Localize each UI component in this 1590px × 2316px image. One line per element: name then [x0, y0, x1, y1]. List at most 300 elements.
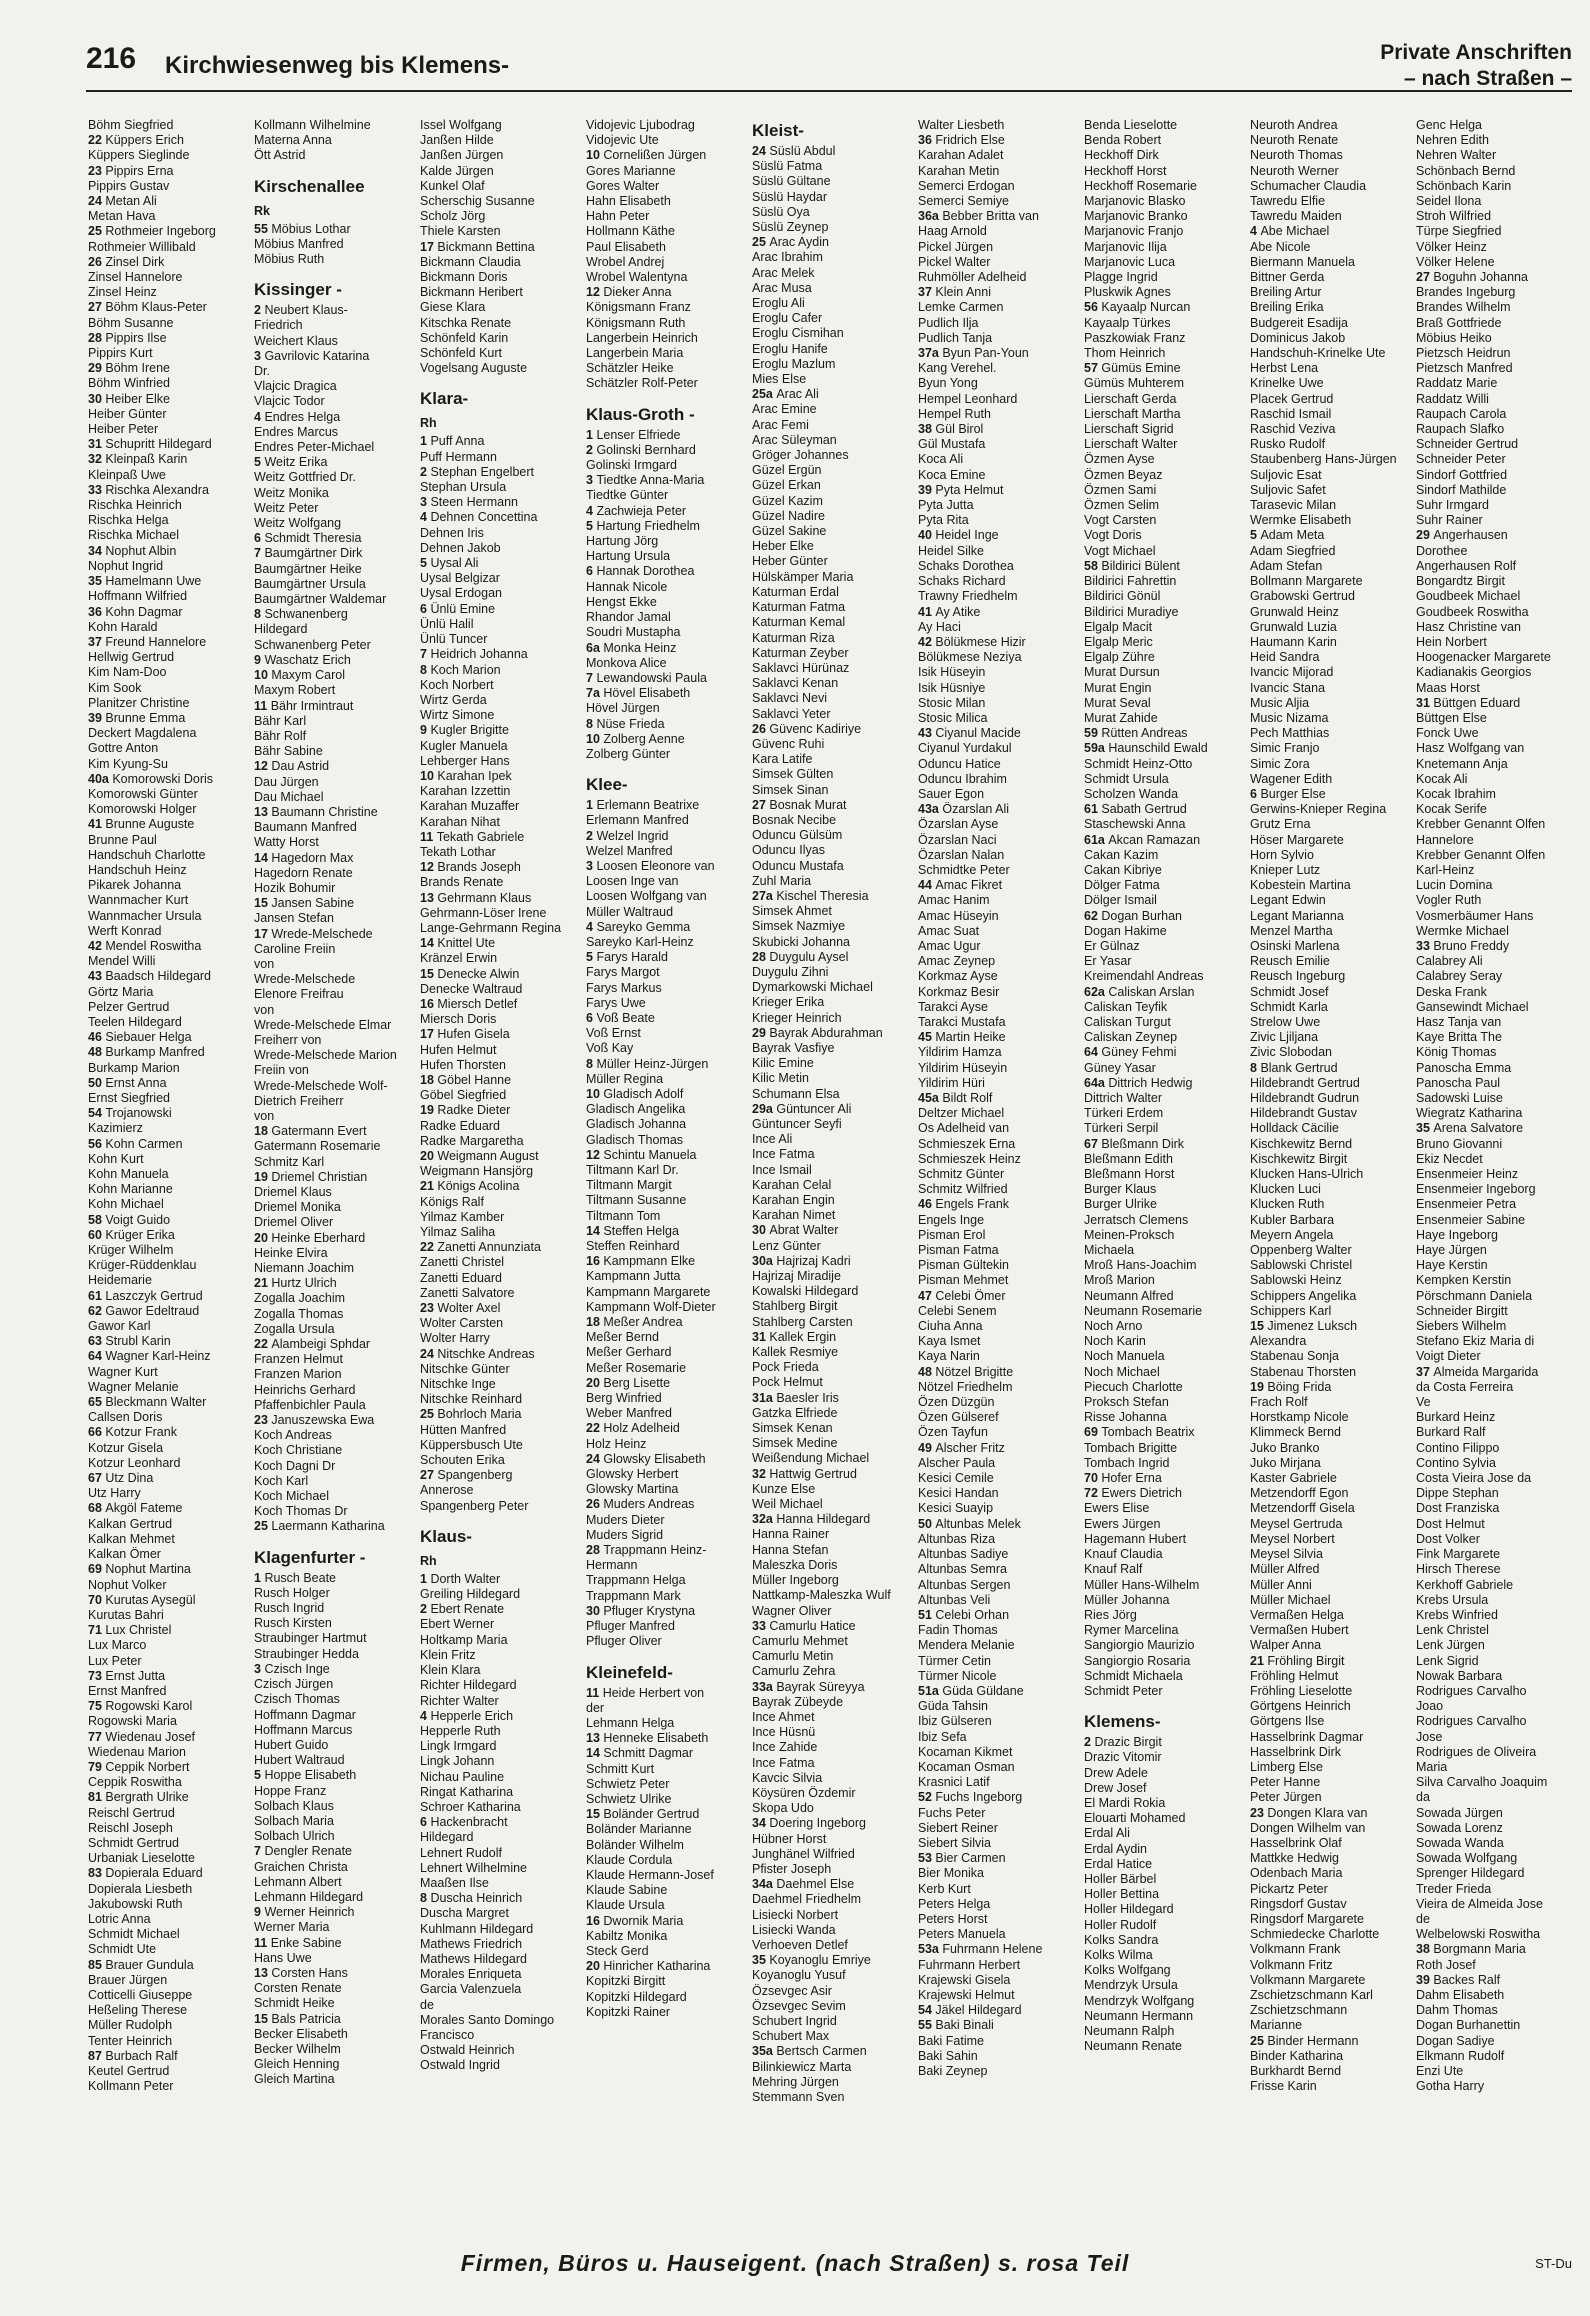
- resident-entry: Lierschaft Walter: [1084, 437, 1178, 452]
- resident-entry: Metzendorff Gisela: [1250, 1501, 1355, 1516]
- resident-entry: Krajewski Gisela: [918, 1972, 1011, 1987]
- resident-entry: Stahlberg Carsten: [752, 1314, 853, 1329]
- resident-entry: Contino Sylvia: [1416, 1455, 1496, 1470]
- resident-entry: Miersch Doris: [420, 1012, 497, 1027]
- resident-entry: Simsek Sinan: [752, 782, 829, 797]
- resident-entry: Türmer Cetin: [918, 1653, 991, 1668]
- resident-entry: Reusch Ingeburg: [1250, 969, 1346, 984]
- resident-entry: Glowsky Herbert: [586, 1467, 679, 1482]
- resident-entry: Calabrey Seray: [1416, 969, 1503, 984]
- resident-entry: Rusko Rudolf: [1250, 437, 1326, 452]
- resident-entry: Wolter Carsten: [420, 1316, 504, 1331]
- resident-entry: Morales Santo Domingo: [420, 2012, 555, 2027]
- resident-entry: Kolks Wilma: [1084, 1947, 1153, 1962]
- resident-entry: 37a Byun Pan-Youn: [918, 346, 1029, 361]
- resident-entry: Hasselbrink Dagmar: [1250, 1729, 1364, 1744]
- directory-column: [1250, 118, 1406, 2198]
- resident-entry: Sowada Wolfgang: [1416, 1851, 1518, 1866]
- resident-entry: Scholz Jörg: [420, 209, 486, 224]
- resident-entry: 5 Uysal Ali: [420, 556, 479, 571]
- resident-entry: Sareyko Karl-Heinz: [586, 934, 694, 949]
- resident-entry: Haumann Karin: [1250, 634, 1337, 649]
- resident-entry: 18 Gatermann Evert: [254, 1124, 367, 1139]
- resident-entry: 21 Fröhling Birgit: [1250, 1653, 1345, 1668]
- resident-entry: Gleich Martina: [254, 2072, 335, 2087]
- resident-entry: Meysel Gertruda: [1250, 1516, 1343, 1531]
- resident-entry: Gores Marianne: [586, 163, 676, 178]
- resident-entry: 4 Sareyko Gemma: [586, 919, 691, 934]
- resident-entry: Seidel Ilona: [1416, 194, 1482, 209]
- resident-entry: 14 Hagedorn Max: [254, 850, 354, 865]
- directory-column: [420, 118, 576, 2198]
- resident-entry: Materna Anna: [254, 133, 332, 148]
- resident-entry: Wrede-Melschede Elmar: [254, 1017, 392, 1032]
- resident-entry: Zinsel Hannelore: [88, 270, 183, 285]
- resident-entry: 24 Metan Ali: [88, 194, 157, 209]
- resident-entry: Kang Verehel.: [918, 361, 997, 376]
- resident-entry: Suljovic Esat: [1250, 467, 1322, 482]
- resident-entry: Stephan Ursula: [420, 480, 507, 495]
- resident-entry: 3 Steen Hermann: [420, 495, 518, 510]
- resident-entry: Ensenmeier Petra: [1416, 1197, 1517, 1212]
- directory-columns: [88, 118, 1572, 2198]
- resident-entry: Hahn Peter: [586, 209, 650, 224]
- resident-entry: 5 Weitz Erika: [254, 455, 328, 470]
- resident-entry: Stroh Wilfried: [1416, 209, 1492, 224]
- resident-entry: Krasnici Latif: [918, 1775, 990, 1790]
- resident-entry: Koch Norbert: [420, 677, 494, 692]
- resident-entry: 31a Baesler Iris: [752, 1390, 839, 1405]
- resident-entry: Kim Nam-Doo: [88, 665, 167, 680]
- resident-entry: Alscher Paula: [918, 1455, 996, 1470]
- resident-entry: Hermann: [586, 1558, 638, 1573]
- resident-entry: Pyta Jutta: [918, 498, 974, 513]
- resident-entry: Maria: [1416, 1759, 1448, 1774]
- resident-entry: Zivic Slobodan: [1250, 1045, 1332, 1060]
- resident-entry: Schubert Max: [752, 2029, 830, 2044]
- resident-entry: Vieira de Almeida Jose: [1416, 1896, 1543, 1911]
- section-title: [1380, 40, 1572, 92]
- resident-entry: Maxym Robert: [254, 683, 336, 698]
- resident-entry: Lenk Sigrid: [1416, 1653, 1479, 1668]
- resident-entry: Haye Jürgen: [1416, 1243, 1487, 1258]
- resident-entry: Hajrizaj Miradije: [752, 1269, 841, 1284]
- resident-entry: Ries Jörg: [1084, 1607, 1137, 1622]
- resident-entry: Klucken Hans-Ulrich: [1250, 1167, 1364, 1182]
- resident-entry: Grabowski Gertrud: [1250, 589, 1355, 604]
- resident-entry: 62 Dogan Burhan: [1084, 908, 1183, 923]
- resident-entry: Gleich Henning: [254, 2057, 340, 2072]
- resident-entry: Marjanovic Branko: [1084, 209, 1188, 224]
- resident-entry: Straubinger Hedda: [254, 1646, 359, 1661]
- resident-entry: Staschewski Anna: [1084, 817, 1186, 832]
- resident-entry: Benda Lieselotte: [1084, 118, 1178, 132]
- resident-entry: Glowsky Martina: [586, 1482, 679, 1497]
- resident-entry: Dr.: [254, 364, 270, 379]
- resident-entry: El Mardi Rokia: [1084, 1795, 1166, 1810]
- resident-entry: Dahm Thomas: [1416, 2003, 1498, 2018]
- resident-entry: Özmen Beyaz: [1084, 467, 1163, 482]
- resident-entry: Kampmann Jutta: [586, 1269, 681, 1284]
- resident-entry: Paul Elisabeth: [586, 239, 666, 254]
- resident-entry: Dost Helmut: [1416, 1516, 1485, 1531]
- resident-entry: 29 Angerhausen: [1416, 528, 1508, 543]
- resident-entry: 19 Driemel Christian: [254, 1169, 368, 1184]
- resident-entry: Denecke Waltraud: [420, 981, 523, 996]
- resident-entry: Schmidt Michael: [88, 1927, 180, 1942]
- resident-entry: Schippers Angelika: [1250, 1288, 1357, 1303]
- resident-entry: 71 Lux Christel: [88, 1623, 172, 1638]
- resident-entry: Abe Nicole: [1250, 239, 1311, 254]
- resident-entry: Burger Ulrike: [1084, 1197, 1157, 1212]
- resident-entry: 59 Rütten Andreas: [1084, 726, 1188, 741]
- resident-entry: Ince Fatma: [752, 1147, 815, 1162]
- resident-entry: Ensenmeier Heinz: [1416, 1167, 1519, 1182]
- resident-entry: Enzi Ute: [1416, 2064, 1464, 2078]
- resident-entry: Volkmann Frank: [1250, 1942, 1341, 1957]
- resident-entry: Pock Frieda: [752, 1360, 819, 1375]
- resident-entry: Klaude Cordula: [586, 1852, 673, 1867]
- resident-entry: Mendera Melanie: [918, 1638, 1015, 1653]
- resident-entry: Sangiorgio Rosaria: [1084, 1653, 1191, 1668]
- street-heading: Kissinger -: [254, 280, 342, 300]
- resident-entry: Katurman Erdal: [752, 584, 839, 599]
- resident-entry: Metzendorff Egon: [1250, 1486, 1349, 1501]
- resident-entry: Grunwald Heinz: [1250, 604, 1339, 619]
- resident-entry: Nichau Pauline: [420, 1769, 505, 1784]
- resident-entry: Lehmann Albert: [254, 1874, 342, 1889]
- resident-entry: Kabiltz Monika: [586, 1928, 668, 1943]
- resident-entry: Klimmeck Bernd: [1250, 1425, 1341, 1440]
- resident-entry: 10 Maxym Carol: [254, 668, 346, 683]
- resident-entry: Calabrey Ali: [1416, 954, 1483, 969]
- resident-entry: Ince Zahide: [752, 1740, 818, 1755]
- resident-entry: Vermaßen Hubert: [1250, 1623, 1349, 1638]
- resident-entry: Müller Waltraud: [586, 904, 674, 919]
- resident-entry: Amac Suat: [918, 923, 980, 938]
- resident-entry: 39 Pyta Helmut: [918, 482, 1004, 497]
- resident-entry: da: [1416, 1790, 1430, 1805]
- resident-entry: 13 Corsten Hans: [254, 1965, 348, 1980]
- resident-entry: 11 Enke Sabine: [254, 1935, 342, 1950]
- resident-entry: Holtkamp Maria: [420, 1632, 508, 1647]
- resident-entry: Hubert Waltraud: [254, 1753, 345, 1768]
- street-heading: Kleinefeld-: [586, 1662, 673, 1682]
- street-block: [1250, 118, 1406, 2094]
- resident-entry: Tawredu Elfie: [1250, 194, 1326, 209]
- resident-entry: 6 Voß Beate: [586, 1010, 655, 1025]
- resident-entry: 36a Bebber Britta van: [918, 209, 1039, 224]
- resident-entry: 61 Sabath Gertrud: [1084, 802, 1187, 817]
- directory-column: [586, 118, 742, 2198]
- resident-entry: Legant Edwin: [1250, 893, 1326, 908]
- resident-entry: 17 Hufen Gisela: [420, 1027, 510, 1042]
- resident-entry: Heckhoff Rosemarie: [1084, 178, 1198, 193]
- resident-entry: Burkard Heinz: [1416, 1410, 1496, 1425]
- resident-entry: 24 Glowsky Elisabeth: [586, 1451, 706, 1466]
- resident-entry: Koca Ali: [918, 452, 964, 467]
- resident-entry: Fadin Thomas: [918, 1623, 998, 1638]
- resident-entry: 6 Burger Else: [1250, 786, 1326, 801]
- resident-entry: Grutz Erna: [1250, 817, 1311, 832]
- resident-entry: Thiele Karsten: [420, 224, 501, 239]
- resident-entry: Wagner Melanie: [88, 1379, 179, 1394]
- resident-entry: Hoppe Franz: [254, 1783, 327, 1798]
- resident-entry: Noch Manuela: [1084, 1349, 1165, 1364]
- resident-entry: Driemel Oliver: [254, 1215, 334, 1230]
- resident-entry: Weigmann Hansjörg: [420, 1164, 534, 1179]
- resident-entry: Kesici Cemile: [918, 1471, 994, 1486]
- resident-entry: Sowada Wanda: [1416, 1835, 1504, 1850]
- resident-entry: Rothmeier Willibald: [88, 239, 196, 254]
- resident-entry: Scherschig Susanne: [420, 194, 535, 209]
- street-heading: Kirschenallee: [254, 176, 365, 196]
- resident-entry: Süslü Zeynep: [752, 220, 829, 235]
- resident-entry: Schönfeld Karin: [420, 330, 509, 345]
- resident-entry: Hagemann Hubert: [1084, 1531, 1187, 1546]
- resident-entry: Trawny Friedhelm: [918, 589, 1018, 604]
- resident-entry: 8 Müller Heinz-Jürgen: [586, 1056, 709, 1071]
- resident-entry: 5 Farys Harald: [586, 950, 668, 965]
- resident-entry: Krebs Winfried: [1416, 1607, 1498, 1622]
- resident-entry: Duscha Margret: [420, 1906, 509, 1921]
- resident-entry: 4 Hepperle Erich: [420, 1708, 514, 1723]
- resident-entry: Sablowski Heinz: [1250, 1273, 1342, 1288]
- resident-entry: 73 Ernst Jutta: [88, 1668, 166, 1683]
- resident-entry: Korkmaz Besir: [918, 984, 1000, 999]
- resident-entry: 42 Bölükmese Hizir: [918, 634, 1026, 649]
- resident-entry: Rusch Holger: [254, 1585, 330, 1600]
- resident-entry: Görtgens Heinrich: [1250, 1699, 1351, 1714]
- resident-entry: 16 Kampmann Elke: [586, 1254, 696, 1269]
- resident-entry: Driemel Klaus: [254, 1185, 332, 1199]
- resident-entry: 26 Muders Andreas: [586, 1497, 695, 1512]
- resident-entry: Peters Horst: [918, 1911, 988, 1926]
- resident-entry: Friedrich: [254, 318, 303, 333]
- resident-entry: Hollmann Käthe: [586, 224, 675, 239]
- resident-entry: Tiltmann Susanne: [586, 1193, 687, 1208]
- resident-entry: Schmidt Gertrud: [88, 1835, 180, 1850]
- resident-entry: Semerci Semiye: [918, 194, 1009, 209]
- resident-entry: König Thomas: [1416, 1045, 1497, 1060]
- resident-entry: Franzen Helmut: [254, 1352, 343, 1367]
- resident-entry: Simic Zora: [1250, 756, 1310, 771]
- resident-entry: Schmidt Karla: [1250, 999, 1328, 1014]
- resident-entry: Murat Seval: [1084, 695, 1151, 710]
- resident-entry: Lehberger Hans: [420, 753, 510, 768]
- resident-entry: Kischkewitz Bernd: [1250, 1136, 1353, 1151]
- resident-entry: Lierschaft Martha: [1084, 406, 1181, 421]
- resident-entry: Adam Siegfried: [1250, 543, 1336, 558]
- resident-entry: Güzel Erkan: [752, 478, 821, 493]
- resident-entry: Frisse Karin: [1250, 2079, 1317, 2094]
- resident-entry: Knieper Lutz: [1250, 862, 1321, 877]
- directory-column: [918, 118, 1074, 2198]
- resident-entry: Pisman Fatma: [918, 1243, 999, 1258]
- resident-entry: Jerratsch Clemens: [1084, 1212, 1189, 1227]
- resident-entry: Panoscha Emma: [1416, 1060, 1512, 1075]
- resident-entry: 29 Böhm Irene: [88, 361, 171, 376]
- resident-entry: 55 Möbius Lothar: [254, 221, 351, 236]
- resident-entry: 2 Golinski Bernhard: [586, 442, 696, 457]
- resident-entry: Möbius Ruth: [254, 252, 325, 267]
- resident-entry: Dau Jürgen: [254, 774, 319, 789]
- resident-entry: 33 Camurlu Hatice: [752, 1618, 856, 1633]
- resident-entry: Ringsdorf Gustav: [1250, 1896, 1347, 1911]
- resident-entry: Vogt Doris: [1084, 528, 1142, 543]
- resident-entry: 24 Süslü Abdul: [752, 144, 836, 158]
- resident-entry: Juko Mirjana: [1250, 1455, 1321, 1470]
- resident-entry: 63 Strubl Karin: [88, 1334, 171, 1349]
- resident-entry: Hanna Stefan: [752, 1542, 829, 1557]
- resident-entry: Koch Christiane: [254, 1443, 343, 1458]
- resident-entry: Hellwig Gertrud: [88, 650, 175, 665]
- resident-entry: 12 Dieker Anna: [586, 285, 672, 300]
- resident-entry: 15 Bals Patricia: [254, 2011, 341, 2026]
- resident-entry: Endres Peter-Michael: [254, 440, 375, 455]
- resident-entry: Metan Hava: [88, 209, 156, 224]
- resident-entry: Janßen Jürgen: [420, 148, 504, 163]
- resident-entry: Eroglu Cafer: [752, 311, 823, 326]
- resident-entry: Pickel Walter: [918, 254, 991, 269]
- resident-entry: Karahan Celal: [752, 1177, 832, 1192]
- resident-entry: Ivancic Stana: [1250, 680, 1326, 695]
- resident-entry: Annerose: [420, 1483, 474, 1498]
- resident-entry: Schmidt Josef: [1250, 984, 1329, 999]
- resident-entry: Joao: [1416, 1699, 1444, 1714]
- resident-entry: Klaude Hermann-Josef: [586, 1867, 714, 1882]
- resident-entry: Amac Ugur: [918, 938, 981, 953]
- resident-entry: Haye Kerstin: [1416, 1258, 1488, 1273]
- resident-entry: Simsek Nazmiye: [752, 919, 846, 934]
- district-code: Rk: [254, 203, 270, 218]
- resident-entry: Hengst Ekke: [586, 594, 657, 609]
- resident-entry: Zanetti Eduard: [420, 1270, 502, 1285]
- resident-entry: 43 Baadsch Hildegard: [88, 969, 212, 984]
- resident-entry: 42 Mendel Roswitha: [88, 938, 202, 953]
- resident-entry: Yilmaz Kamber: [420, 1209, 505, 1224]
- resident-entry: Isik Hüseyin: [918, 665, 986, 680]
- resident-entry: 23 Wolter Axel: [420, 1301, 501, 1316]
- resident-entry: 2 Drazic Birgit: [1084, 1735, 1162, 1750]
- resident-entry: Tawredu Maiden: [1250, 209, 1342, 224]
- resident-entry: Schroer Katharina: [420, 1799, 521, 1814]
- resident-entry: Burkamp Marion: [88, 1060, 180, 1075]
- street-heading: Klagenfurter -: [254, 1547, 366, 1567]
- resident-entry: 5 Adam Meta: [1250, 528, 1325, 543]
- resident-entry: Pietzsch Heidrun: [1416, 346, 1511, 361]
- resident-entry: 9 Kugler Brigitte: [420, 723, 509, 738]
- resident-entry: Panoscha Paul: [1416, 1075, 1501, 1090]
- resident-entry: Brunne Paul: [88, 832, 157, 847]
- resident-entry: 40 Heidel Inge: [918, 528, 999, 543]
- resident-entry: Braß Gottfriede: [1416, 315, 1502, 330]
- resident-entry: Caliskan Teyfik: [1084, 999, 1168, 1014]
- resident-entry: Vlajcic Dragica: [254, 379, 337, 394]
- resident-entry: Dopierala Liesbeth: [88, 1881, 193, 1896]
- resident-entry: Fonck Uwe: [1416, 726, 1479, 741]
- resident-entry: Heid Sandra: [1250, 650, 1320, 665]
- resident-entry: Heidel Silke: [918, 543, 985, 558]
- resident-entry: Pikarek Johanna: [88, 878, 182, 893]
- resident-entry: Odenbach Maria: [1250, 1866, 1343, 1881]
- resident-entry: Klaude Ursula: [586, 1898, 665, 1913]
- resident-entry: Byun Yong: [918, 376, 978, 391]
- resident-entry: Lemke Carmen: [918, 300, 1004, 315]
- page-header: [0, 0, 1590, 95]
- resident-entry: Katurman Kemal: [752, 615, 846, 630]
- resident-entry: Katurman Fatma: [752, 600, 846, 615]
- resident-entry: Spangenberg Peter: [420, 1498, 529, 1513]
- resident-entry: 2 Stephan Engelbert: [420, 464, 534, 479]
- resident-entry: Tarakci Mustafa: [918, 1014, 1006, 1029]
- resident-entry: Krüger-Rüddenklau: [88, 1258, 197, 1273]
- resident-entry: Noch Arno: [1084, 1319, 1143, 1334]
- resident-entry: Holler Rudolf: [1084, 1917, 1157, 1932]
- resident-entry: Karahan Engin: [752, 1193, 835, 1208]
- street-block: [752, 118, 908, 2105]
- resident-entry: Mehring Jürgen: [752, 2074, 839, 2089]
- resident-entry: Krieger Heinrich: [752, 1010, 842, 1025]
- resident-entry: Karahan Izzettin: [420, 784, 511, 799]
- resident-entry: Erdal Hatice: [1084, 1856, 1153, 1871]
- resident-entry: Tekath Lothar: [420, 844, 496, 859]
- resident-entry: Dietrich Freiherr: [254, 1093, 344, 1108]
- resident-entry: Mendrzyk Ursula: [1084, 1978, 1178, 1993]
- resident-entry: Maas Horst: [1416, 680, 1480, 695]
- resident-entry: Lierschaft Gerda: [1084, 391, 1177, 406]
- resident-entry: Kohn Manuela: [88, 1167, 169, 1182]
- resident-entry: 44 Amac Fikret: [918, 878, 1003, 893]
- resident-entry: Hildegard: [254, 622, 308, 637]
- directory-column: [1416, 118, 1572, 2198]
- resident-entry: Trappmann Helga: [586, 1573, 686, 1588]
- resident-entry: 58 Voigt Guido: [88, 1212, 171, 1227]
- resident-entry: Nowak Barbara: [1416, 1668, 1503, 1683]
- resident-entry: Kubler Barbara: [1250, 1212, 1335, 1227]
- resident-entry: Yilmaz Saliha: [420, 1225, 496, 1240]
- resident-entry: Sowada Lorenz: [1416, 1820, 1503, 1835]
- resident-entry: de: [420, 1997, 434, 2012]
- resident-entry: Walter Liesbeth: [918, 118, 1005, 132]
- resident-entry: Marjanovic Blasko: [1084, 194, 1186, 209]
- resident-entry: Raddatz Willi: [1416, 391, 1489, 406]
- footer-code: ST-Du: [1535, 2256, 1572, 2271]
- resident-entry: Wagner Oliver: [752, 1603, 832, 1618]
- resident-entry: Heckhoff Dirk: [1084, 148, 1159, 163]
- resident-entry: Schmidt Heinz-Otto: [1084, 756, 1193, 771]
- resident-entry: Arac Femi: [752, 417, 809, 432]
- resident-entry: Dölger Ismail: [1084, 893, 1157, 908]
- resident-entry: 15 Boländer Gertrud: [586, 1807, 700, 1822]
- resident-entry: Zschietzschmann Karl: [1250, 1987, 1373, 2002]
- resident-entry: Baki Sahin: [918, 2048, 978, 2063]
- resident-entry: Ciyanul Yurdakul: [918, 741, 1012, 756]
- resident-entry: Baumann Manfred: [254, 820, 357, 835]
- resident-entry: Görtgens Ilse: [1250, 1714, 1325, 1729]
- resident-entry: Wagner Kurt: [88, 1364, 158, 1379]
- resident-entry: Völker Helene: [1416, 254, 1495, 269]
- resident-entry: 11 Tekath Gabriele: [420, 829, 525, 844]
- resident-entry: 10 Karahan Ipek: [420, 768, 512, 783]
- resident-entry: Drew Adele: [1084, 1765, 1148, 1780]
- resident-entry: Kopitzki Rainer: [586, 2004, 671, 2019]
- resident-entry: 46 Engels Frank: [918, 1197, 1010, 1212]
- resident-entry: 34 Nophut Albin: [88, 543, 177, 558]
- resident-entry: Elouarti Mohamed: [1084, 1811, 1186, 1826]
- street-block: [1084, 1709, 1240, 2054]
- resident-entry: Berg Winfried: [586, 1391, 662, 1406]
